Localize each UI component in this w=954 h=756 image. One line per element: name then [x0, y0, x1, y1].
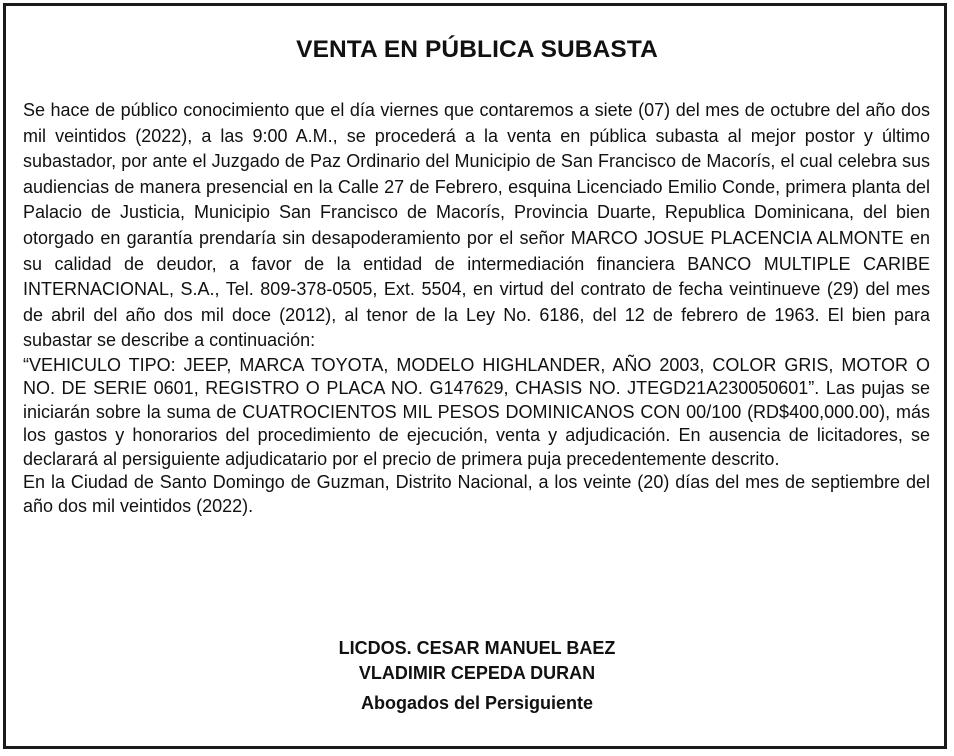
signature-block: [0, 636, 954, 716]
signature-name-1: LICDOS. CESAR MANUEL BAEZ: [338, 638, 616, 658]
signature-role: Abogados del Persiguiente: [360, 693, 594, 713]
notice-title: VENTA EN PÚBLICA SUBASTA: [296, 36, 658, 63]
paragraph-place-and-date: En la Ciudad de Santo Domingo de Guzman, Distrito Nacional, a los veinte (20) días del mes de septiembre del año dos mil veintidos (2022).: [23, 472, 930, 516]
paragraph-vehicle-description: “VEHICULO TIPO: JEEP, MARCA TOYOTA, MODELO HIGHLANDER, AÑO 2003, COLOR GRIS, MOTOR O NO. DE SERIE 0601, REGISTRO O PLACA NO. G147629, CHASIS NO. JTEGD21A230050601”. Las pujas se iniciarán sobre la suma de CUATROCIENTOS MIL PESOS DOMINICANOS CON 00/100 (RD$400,000.00), más los gastos y honorarios del procedimiento de ejecución, venta y adjudicación. En ausencia de licitadores, se declarará al persiguiente adjudicatario por el precio de primera puja precedentemente descrito.: [23, 354, 930, 469]
paragraph-announcement: Se hace de público conocimiento que el día viernes que contaremos a siete (07) del mes de octubre del año dos mil veintidos (2022), a las 9:00 A.M., se procederá a la venta en pública subasta al mejor postor y último subastador, por ante el Juzgado de Paz Ordinario del Municipio de San Francisco de Macorís, el cual celebra sus audiencias de manera presencial en la Calle 27 de Febrero, esquina Licenciado Emilio Conde, primera planta del Palacio de Justicia, Municipio San Francisco de Macorís, Provincia Duarte, Republica Dominicana, del bien otorgado en garantía prendaría sin desapoderamiento por el señor MARCO JOSUE PLACENCIA ALMONTE en su calidad de deudor, a favor de la entidad de intermediación financiera BANCO MULTIPLE CARIBE INTERNACIONAL, S.A., Tel. 809-378-0505, Ext. 5504, en virtud del contrato de fecha veintinueve (29) del mes de abril del año dos mil doce (2012), al tenor de la Ley No. 6186, del 12 de febrero de 1963. El bien para subastar se describe a continuación:: [23, 100, 930, 351]
signature-name-2: VLADIMIR CEPEDA DURAN: [358, 663, 596, 683]
notice-body: [23, 98, 930, 518]
